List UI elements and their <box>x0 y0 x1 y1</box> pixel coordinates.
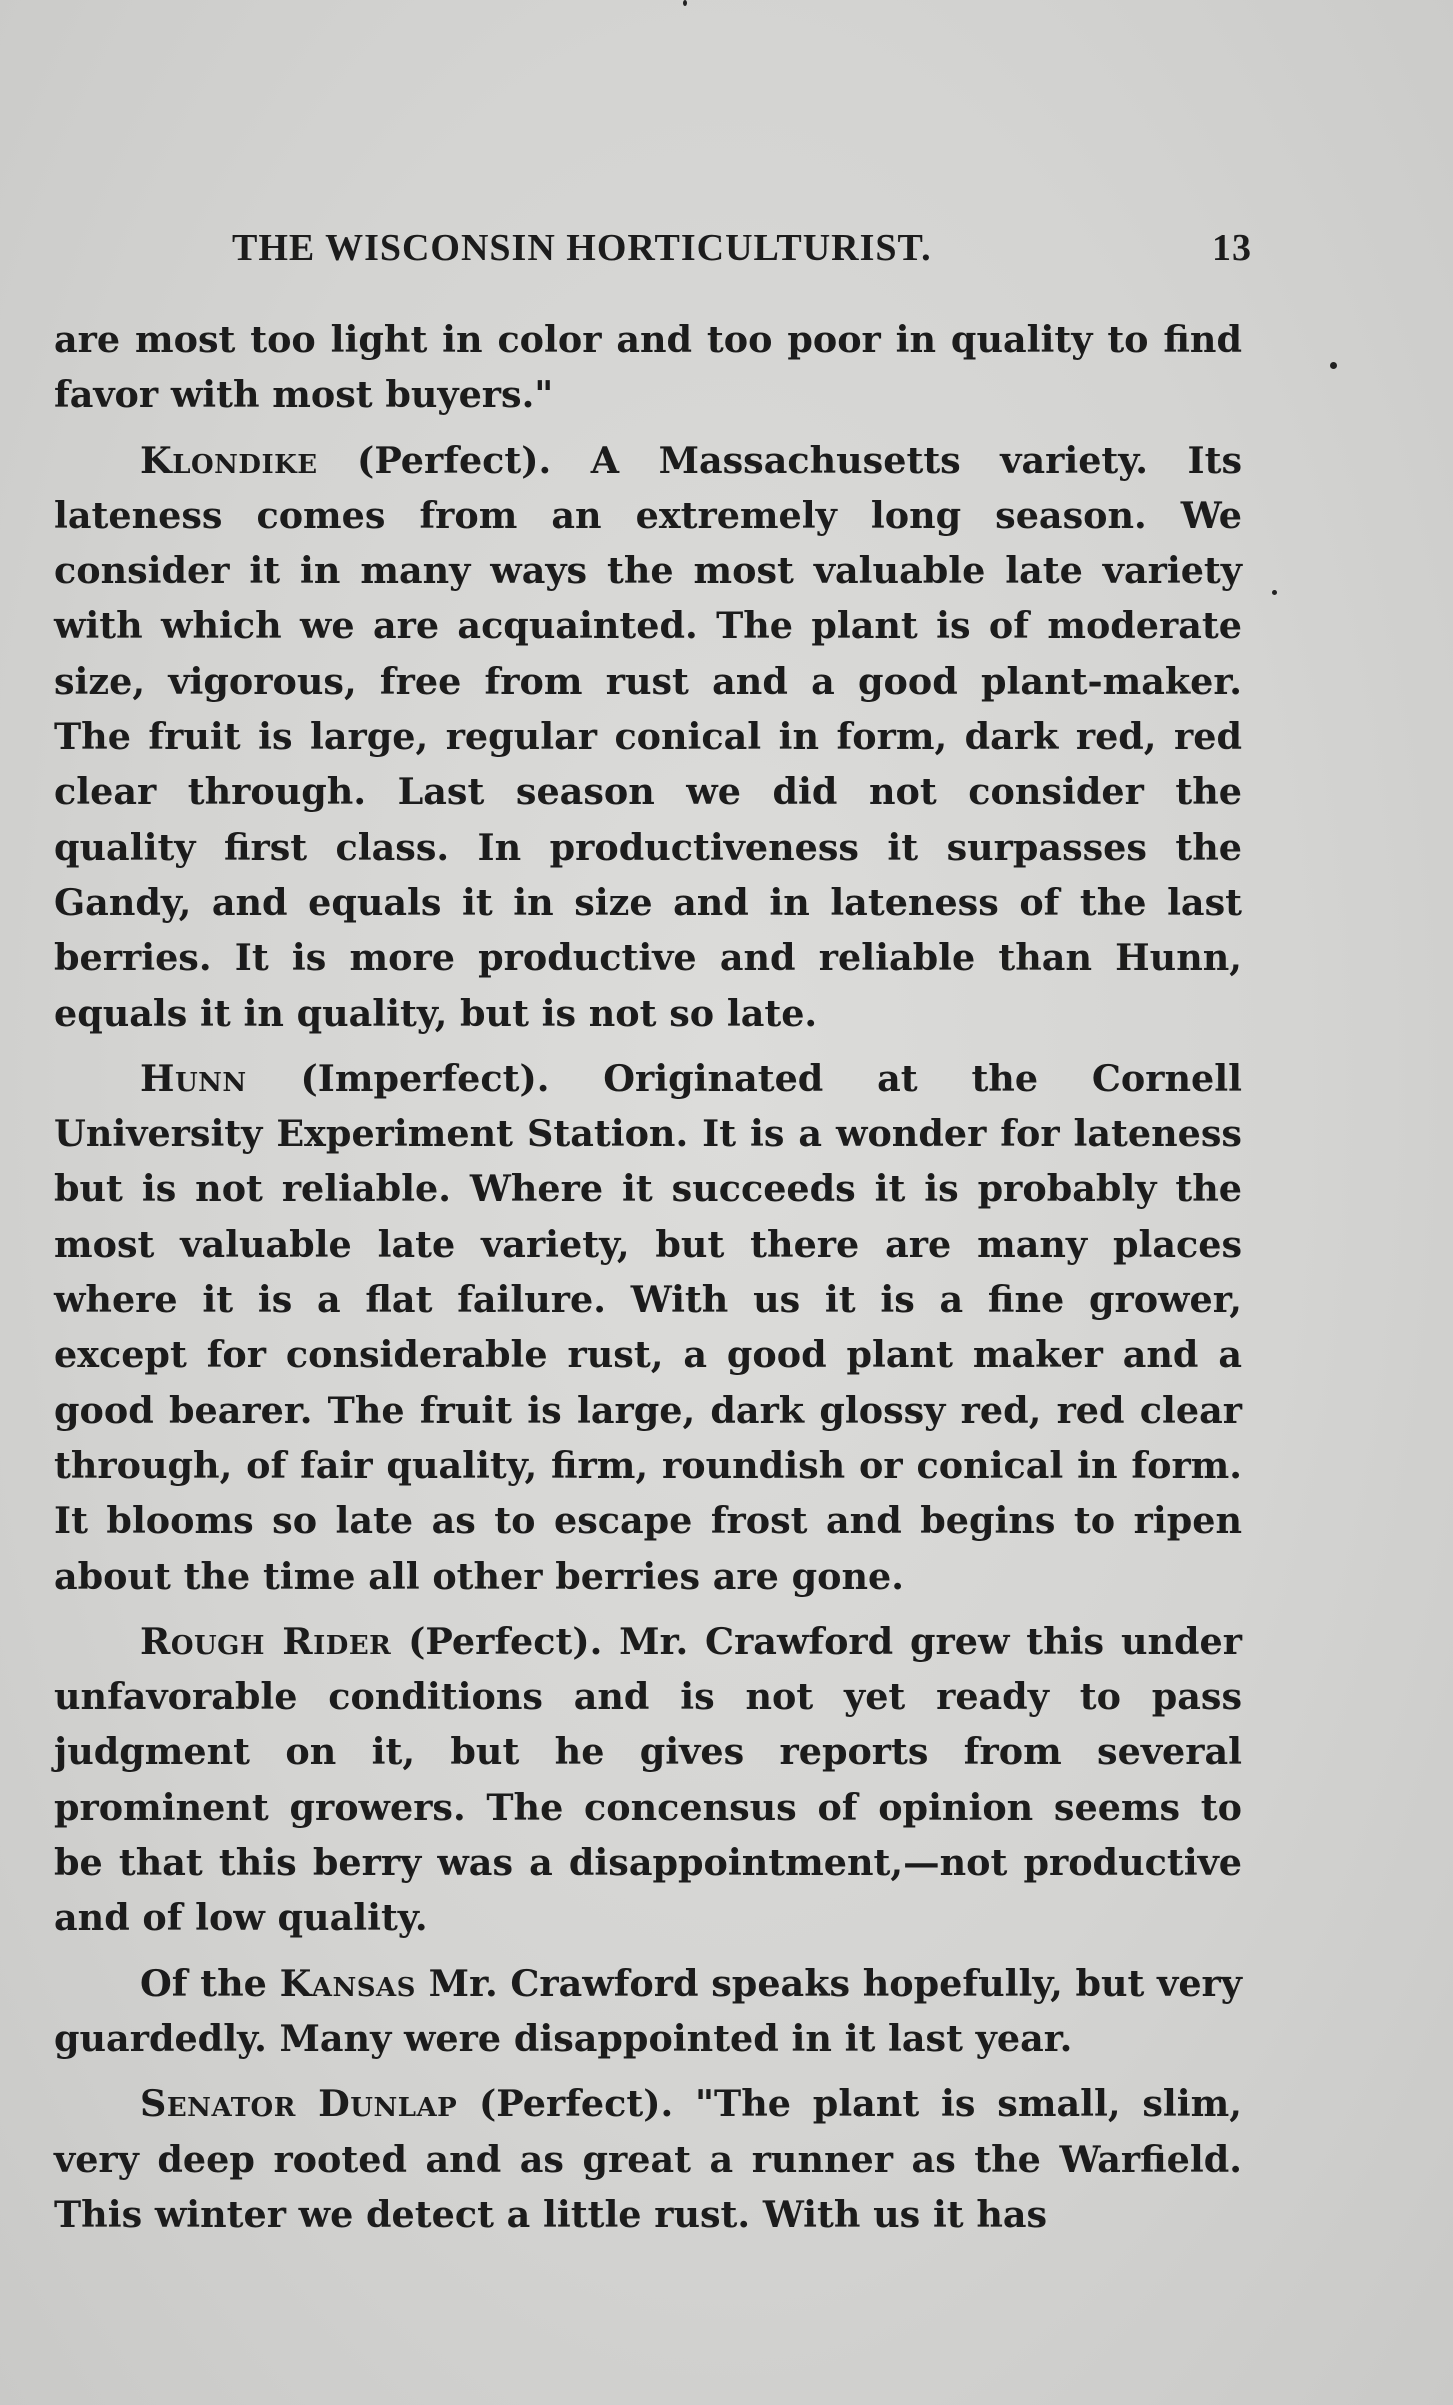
print-speck <box>1272 590 1277 595</box>
variety-name: Hunn <box>140 1056 247 1100</box>
article-body <box>54 312 1242 2242</box>
paragraph-text: (Perfect). A Massachusetts variety. Its lateness comes from an extremely long season. We consider it in many ways the most valuable late variety with which we are acquainted. The plant is of moderate size, vigorous, free from rust and a good plant-maker. The fruit is large, regular conical in form, dark red, red clear through. Last season we did not consider the quality first class. In productiveness it surpasses the Gandy, and equals it in size and in lateness of the last berries. It is more productive and reliable than Hunn, equals it in quality, but is not so late. <box>54 438 1242 1035</box>
variety-name: Rough Rider <box>140 1619 392 1663</box>
paragraph-continuation <box>54 312 1242 423</box>
variety-name: Senator Dunlap <box>140 2082 458 2126</box>
print-speck <box>1330 362 1337 369</box>
paragraph-text: (Perfect). "The plant is small, slim, very deep rooted and as great a runner as the Warfield. This winter we detect a little rust. With us it has <box>54 2082 1242 2236</box>
journal-title: THE WISCONSIN HORTICULTURIST. <box>232 227 932 269</box>
paragraph-rough-rider <box>54 1614 1242 1946</box>
paragraph-senator-dunlap <box>54 2076 1242 2242</box>
paragraph-klondike <box>54 433 1242 1041</box>
paragraph-text: (Imperfect). Originated at the Cornell University Experiment Station. It is a wonder for lateness but is not reliable. Where it succeeds it is probably the most valuable late variety, but there are many places where it is a flat failure. With us it is a fine grower, except for considerable rust, a good plant maker and a good bearer. The fruit is large, dark glossy red, red clear through, of fair quality, firm, roundish or conical in form. It blooms so late as to escape frost and begins to ripen about the time all other berries are gone. <box>54 1056 1242 1598</box>
paragraph-prefix: Of the <box>140 1961 280 2005</box>
variety-name: Klondike <box>140 438 318 482</box>
paragraph-hunn <box>54 1051 1242 1604</box>
paragraph-text: Mr. Crawford speaks hopefully, but very guardedly. Many were disappointed in it last year. <box>54 1961 1242 2060</box>
paragraph-text: (Perfect). Mr. Crawford grew this under unfavorable conditions and is not yet ready to pass judgment on it, but he gives reports from several prominent growers. The concensus of opinion seems to be that this berry was a disappointment,—not productive and of low quality. <box>54 1619 1243 1940</box>
variety-name: Kansas <box>279 1961 416 2005</box>
running-header <box>232 226 1252 274</box>
page-number: 13 <box>1212 227 1252 269</box>
paragraph-kansas <box>54 1956 1242 2067</box>
paragraph-text: are most too light in color and too poor in quality to find favor with most buyers." <box>54 318 1242 417</box>
print-speck <box>683 0 687 6</box>
